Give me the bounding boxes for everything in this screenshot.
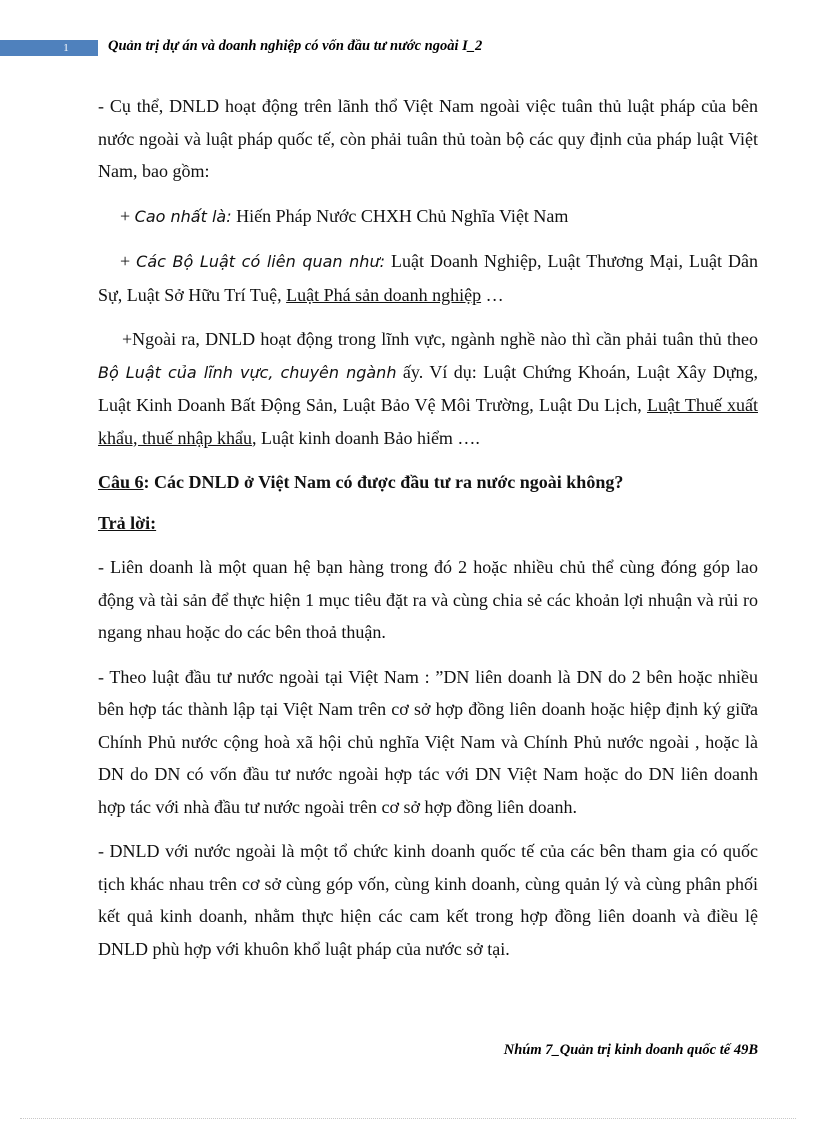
item-text: Hiến Pháp Nước CHXH Chủ Nghĩa Việt Nam: [231, 205, 569, 226]
item-text: Luật Doanh Nghiệp, Luật Thương Mại, Luật Dân Sự, Luật Sở Hữu Trí Tuệ,: [98, 251, 758, 305]
bottom-divider: [20, 1118, 796, 1119]
item-end: …: [481, 284, 504, 305]
item-end: , Luật kinh doanh Bảo hiểm ….: [251, 427, 480, 448]
paragraph-joint-venture: - Liên doanh là một quan hệ bạn hàng trong đó 2 hoặc nhiều chủ thể cùng đóng góp lao động và tài sản để thực hiện 1 mục tiêu đặt ra và cùng chia sẻ các khoản lợi nhuận và rủi ro ngang nhau hoặc do các bên thoả thuận.: [98, 557, 758, 642]
bankruptcy-law-link[interactable]: Luật Phá sản doanh nghiệp: [286, 284, 482, 305]
paragraph-dnld: - DNLD với nước ngoài là một tổ chức kinh doanh quốc tế của các bên tham gia có quốc tịch khác nhau trên cơ sở cùng góp vốn, cùng kinh doanh, cùng quản lý và cùng phân phối kết quả kinh doanh, nhằm thực hiện các cam kết trong hợp đồng liên doanh và điều lệ DNLD phù hợp với khuôn khổ luật pháp của nước sở tại.: [98, 841, 758, 959]
list-item-laws: + Các Bộ Luật có liên quan như: Luật Doanh Nghiệp, Luật Thương Mại, Luật Dân Sự, Luật Sở Hữu Trí Tuệ, Luật Phá sản doanh nghiệp …: [98, 251, 758, 305]
answer-heading: [98, 507, 758, 540]
list-item-constitution: + Cao nhất là: Hiến Pháp Nước CHXH Chủ Nghĩa Việt Nam: [120, 205, 569, 226]
question-heading: [98, 466, 758, 499]
paragraph-law-definition: - Theo luật đầu tư nước ngoài tại Việt Nam : ”DN liên doanh là DN do 2 bên hoặc nhiều bên hợp tác thành lập tại Việt Nam trên cơ sở hợp đồng liên doanh hoặc hiệp định ký giữa Chính Phủ nước cộng hoà xã hội chủ nghĩa Việt Nam và Chính Phủ nước ngoài , hoặc là DN do DN có vốn đầu tư nước ngoài hợp tác với DN Việt Nam hoặc do DN liên doanh hợp tác với nhà đầu tư nước ngoài trên cơ sở hợp đồng liên doanh.: [98, 666, 758, 817]
item-text: Ngoài ra, DNLD hoạt động trong lĩnh vực, ngành nghề nào thì cần phải tuân thủ theo: [132, 329, 758, 349]
header-title: Quản trị dự án và doanh nghiệp có vốn đầu tư nước ngoài I_2: [108, 38, 483, 54]
question-label: Câu 6: [98, 472, 144, 492]
intro-paragraph: - Cụ thể, DNLD hoạt động trên lãnh thổ Việt Nam ngoài việc tuân thủ luật pháp của bên nước ngoài và luật pháp quốc tế, còn phải tuân thủ toàn bộ các quy định của pháp luật Việt Nam, bao gồm:: [98, 96, 758, 181]
document-body: [98, 90, 758, 965]
list-item-other: +Ngoài ra, DNLD hoạt động trong lĩnh vực, ngành nghề nào thì cần phải tuân thủ theo Bộ Luật của lĩnh vực, chuyên ngành ấy. Ví dụ: Luật Chứng Khoán, Luật Xây Dựng, Luật Kinh Doanh Bất Động Sản, Luật Bảo Vệ Môi Trường, Luật Du Lịch, Luật Thuế xuất khẩu, thuế nhập khẩu, Luật kinh doanh Bảo hiểm ….: [98, 329, 758, 448]
page-number-bar: [0, 40, 98, 56]
tax-law-link[interactable]: Luật Thuế xuất khẩu, thuế nhập khẩu: [98, 395, 758, 448]
item-italic: Bộ Luật của lĩnh vực, chuyên ngành: [98, 362, 397, 382]
question-text: : Các DNLD ở Việt Nam có được đầu tư ra nước ngoài không?: [143, 472, 624, 492]
item-text-2: ấy. Ví dụ: Luật Chứng Khoán, Luật Xây Dựng, Luật Kinh Doanh Bất Động Sản, Luật Bảo Vệ Môi Trường, Luật Du Lịch,: [98, 361, 758, 415]
page-header: [0, 40, 816, 56]
page-number: 1: [63, 42, 69, 54]
item-label: Cao nhất là:: [134, 206, 232, 226]
page-footer: Nhúm 7_Quản trị kinh doanh quốc tế 49B: [503, 1042, 758, 1058]
answer-label: Trả lời:: [98, 512, 157, 533]
item-label: Các Bộ Luật có liên quan như:: [136, 252, 385, 271]
